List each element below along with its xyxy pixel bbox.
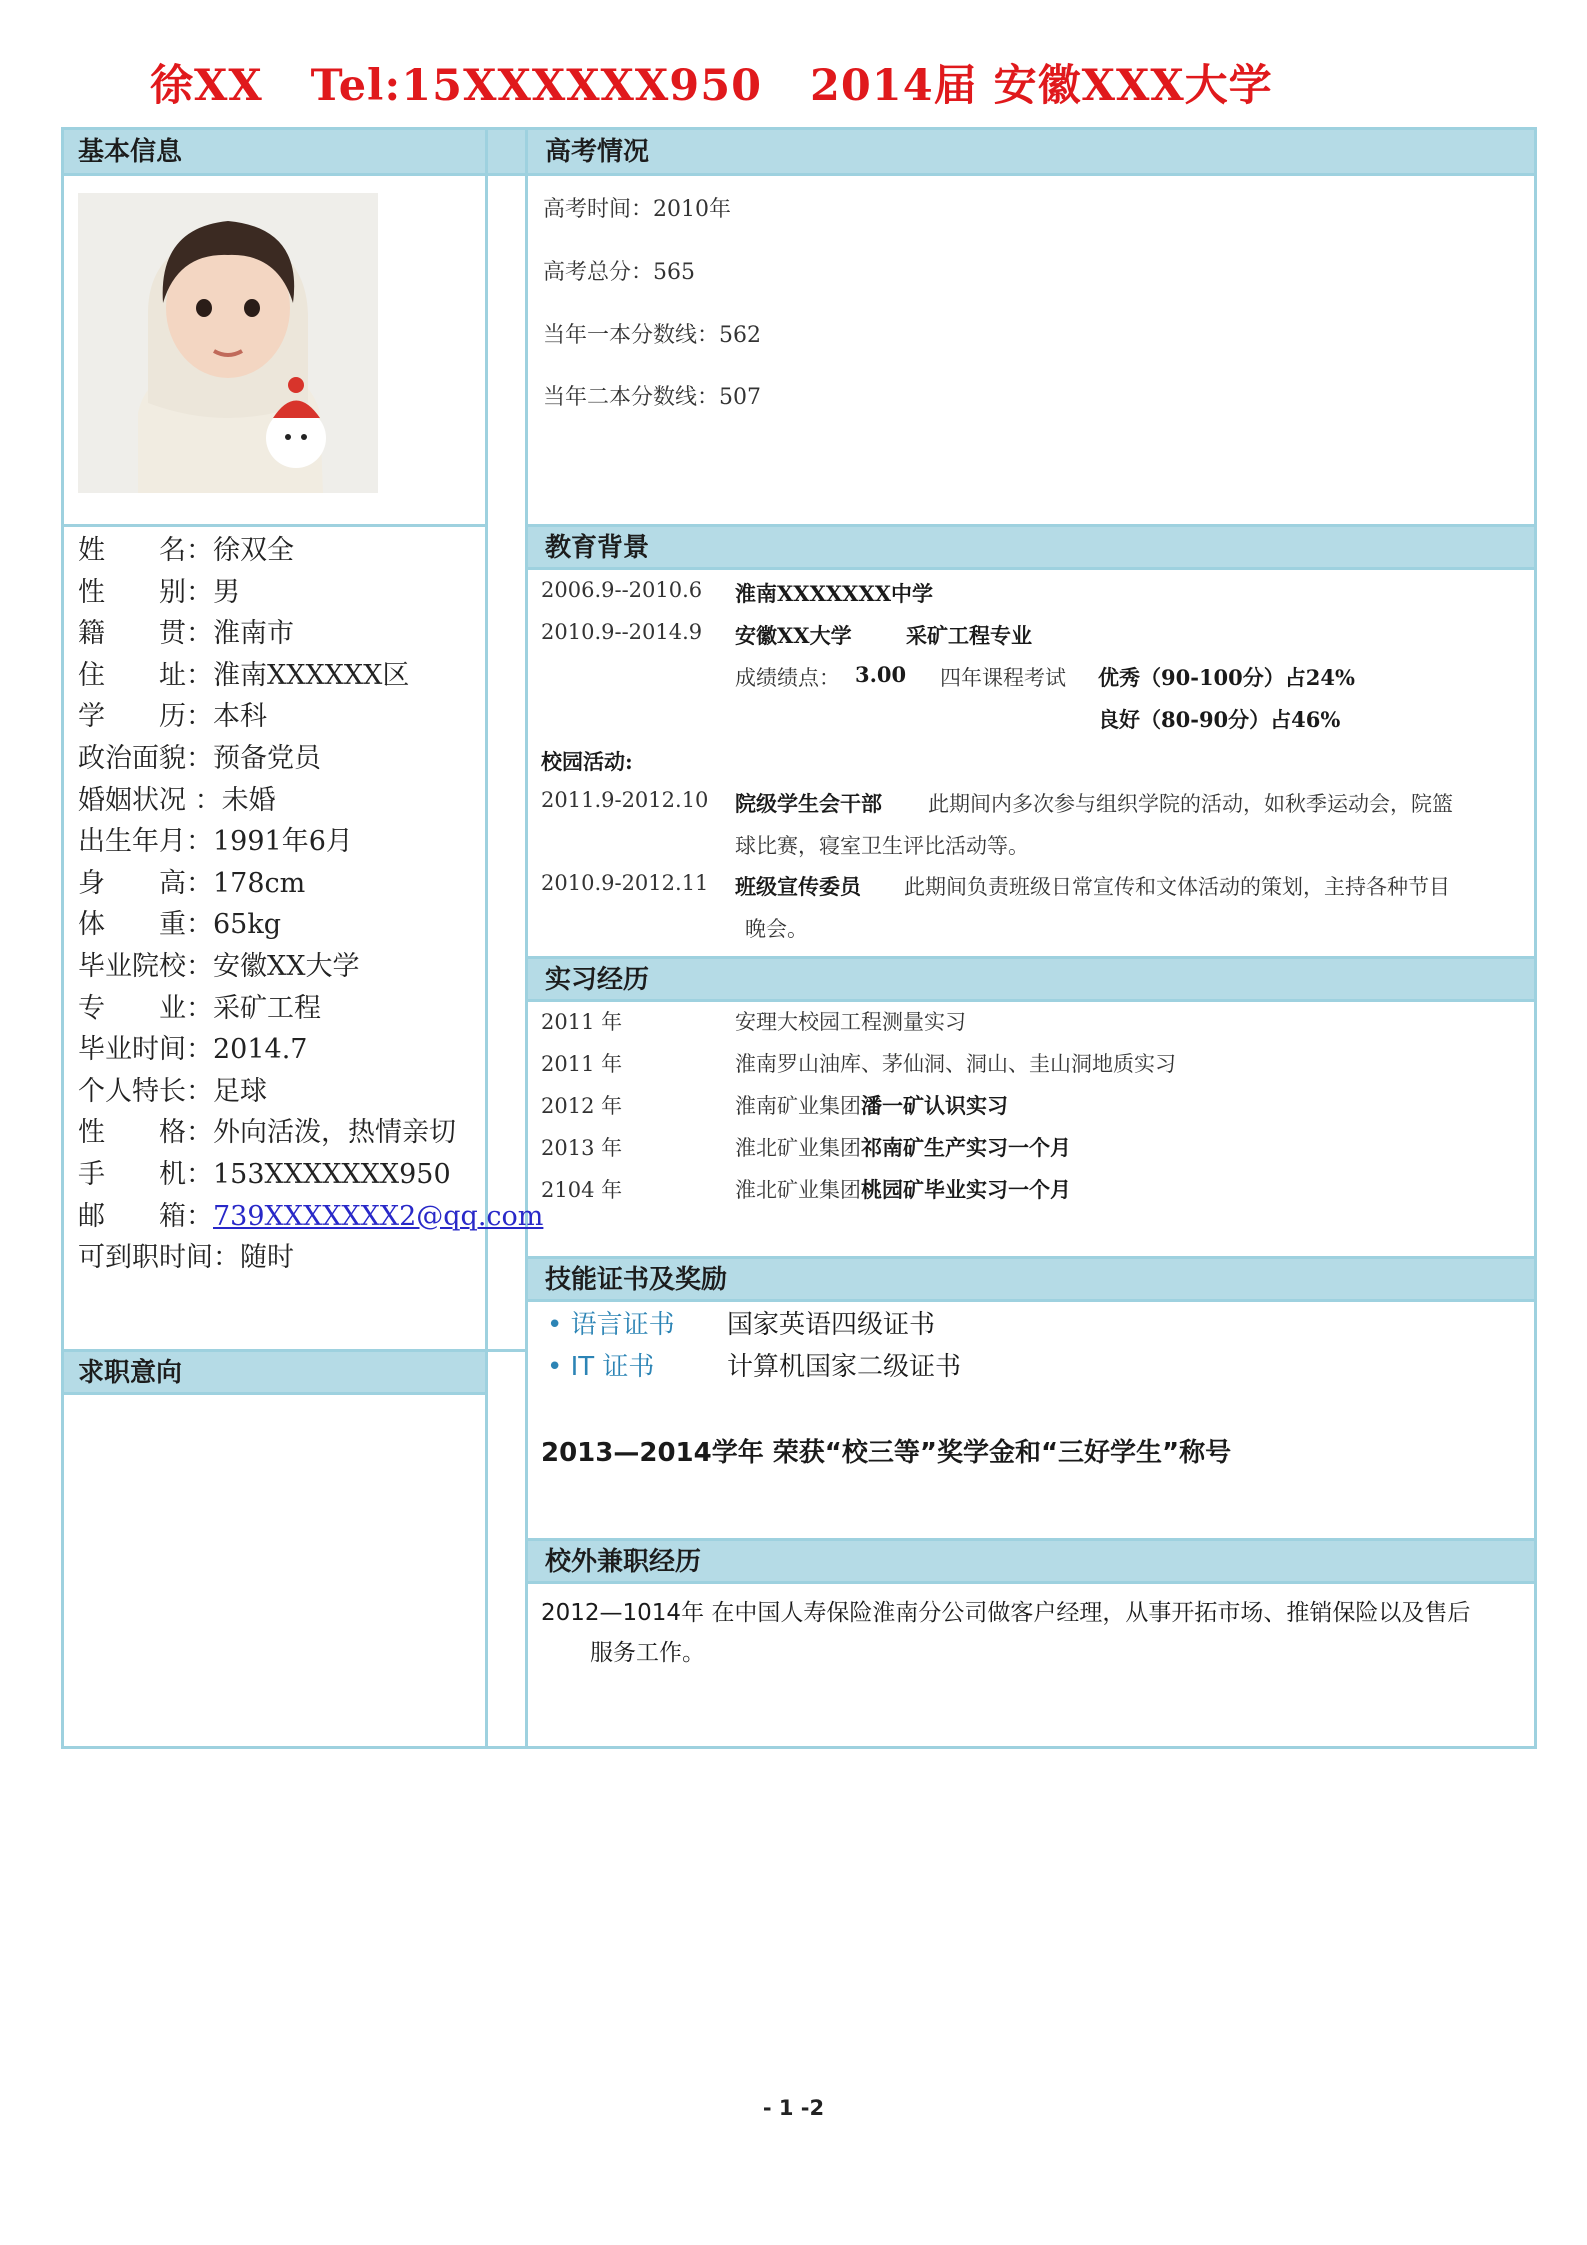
band-education: [528, 524, 1534, 570]
activity-role: 院级学生会干部: [735, 791, 882, 816]
info-row: 政治面貌：预备党员: [78, 742, 321, 774]
intern-year: 2013 年: [541, 1136, 623, 1160]
band-internship: [528, 956, 1534, 1002]
intern-year: 2104 年: [541, 1178, 623, 1202]
intern-year: 2011 年: [541, 1010, 623, 1034]
exam-label: 四年课程考试: [940, 666, 1066, 690]
page-number: - 1 -2: [762, 2096, 825, 2120]
page-title: 徐XX Tel:15XXXXXX950 2014届 安徽XXX大学: [150, 61, 1273, 111]
activity-desc: 此期间内多次参与组织学院的活动，如秋季运动会，院篮: [928, 792, 1453, 816]
parttime-line: 2012—1014年 在中国人寿保险淮南分公司做客户经理，从事开拓市场、推销保险以及售后: [541, 1600, 1471, 1626]
info-row: 可到职时间：随时: [78, 1242, 294, 1274]
edu-school: 淮南XXXXXXX中学: [735, 581, 934, 606]
parttime-line: 服务工作。: [590, 1640, 705, 1666]
campus-title: 校园活动:: [541, 749, 633, 774]
info-row: 性 格：外向活泼，热情亲切: [78, 1117, 456, 1149]
activity-desc: 此期间负责班级日常宣传和文体活动的策划，主持各种节目: [904, 875, 1450, 899]
gaokao-line: 高考时间：2010年: [543, 197, 731, 222]
band-gaokao: [528, 130, 1534, 176]
grade-excellent: 优秀（90-100分）占24%: [1098, 665, 1355, 690]
edu-school: 安徽XX大学: [735, 623, 852, 648]
info-row: 个人特长：足球: [78, 1075, 267, 1107]
activity-date: 2010.9-2012.11: [541, 871, 709, 895]
info-row: 身 高：178cm: [78, 867, 306, 899]
intern-year: 2012 年: [541, 1094, 623, 1118]
award-line: 2013—2014学年 荣获“校三等”奖学金和“三好学生”称号: [541, 1438, 1232, 1468]
info-row: 出生年月：1991年6月: [78, 826, 353, 858]
info-row: 手 机：153XXXXXXX950: [78, 1158, 451, 1190]
band-spacer: [488, 130, 525, 176]
basic-info-list: [78, 530, 544, 1279]
intern-desc: 安理大校园工程测量实习: [735, 1010, 966, 1034]
info-row: 邮 箱：739XXXXXXX2@qq.com: [78, 1200, 544, 1232]
info-row: 住 址：淮南XXXXXX区: [78, 659, 410, 691]
section-title-certificates: 技能证书及奖励: [545, 1265, 728, 1295]
info-row: 姓 名：徐双全: [78, 535, 294, 566]
activity-desc: 球比赛，寝室卫生评比活动等。: [735, 834, 1029, 858]
section-title-parttime: 校外兼职经历: [545, 1547, 702, 1577]
edu-date: 2006.9--2010.6: [541, 578, 703, 602]
info-row: 专 业：采矿工程: [78, 992, 321, 1024]
info-row: 毕业时间：2014.7: [78, 1034, 308, 1066]
info-row: 体 重：65kg: [78, 909, 282, 941]
cert-value: 计算机国家二级证书: [727, 1352, 962, 1382]
child-portrait-icon: [78, 193, 378, 493]
gpa-value: 3.00: [855, 662, 907, 687]
activity-date: 2011.9-2012.10: [541, 788, 709, 812]
grid-line: [525, 130, 528, 1746]
info-row: 婚姻状况 ：未婚: [78, 784, 276, 816]
section-title-basic-info: 基本信息: [78, 137, 183, 167]
edu-major: 采矿工程专业: [906, 623, 1032, 648]
cert-value: 国家英语四级证书: [727, 1310, 936, 1340]
activity-desc: 晚会。: [745, 917, 808, 941]
email-link[interactable]: 739XXXXXXX2@qq.com: [213, 1200, 544, 1232]
gaokao-line: 当年一本分数线：562: [543, 323, 761, 348]
intern-desc: 淮北矿业集团祁南矿生产实习一个月: [735, 1135, 1071, 1160]
profile-photo: [78, 193, 378, 493]
section-title-job-intention: 求职意向: [78, 1358, 183, 1388]
intern-desc: 淮北矿业集团桃园矿毕业实习一个月: [735, 1177, 1071, 1202]
grid-line: [488, 1349, 525, 1352]
section-title-education: 教育背景: [545, 533, 650, 563]
section-title-gaokao: 高考情况: [545, 137, 650, 167]
edu-date: 2010.9--2014.9: [541, 620, 703, 644]
intern-year: 2011 年: [541, 1052, 623, 1076]
section-title-internship: 实习经历: [545, 965, 650, 995]
activity-role: 班级宣传委员: [735, 874, 861, 899]
cert-key: • IT 证书: [547, 1352, 655, 1382]
info-row: 性 别：男: [78, 576, 240, 608]
intern-desc: 淮南罗山油库、茅仙洞、洞山、圭山洞地质实习: [735, 1052, 1176, 1076]
gaokao-line: 高考总分：565: [543, 260, 695, 285]
grid-line: [64, 524, 485, 527]
gpa-label: 成绩绩点：: [735, 666, 840, 690]
info-row: 学 历：本科: [78, 701, 267, 733]
gaokao-line: 当年二本分数线：507: [543, 385, 761, 410]
info-row: 毕业院校：安徽XX大学: [78, 950, 360, 982]
cert-key: • 语言证书: [547, 1310, 675, 1340]
grade-good: 良好（80-90分）占46%: [1098, 707, 1341, 732]
info-row: 籍 贯：淮南市: [78, 618, 294, 650]
intern-desc: 淮南矿业集团潘一矿认识实习: [735, 1093, 1008, 1118]
